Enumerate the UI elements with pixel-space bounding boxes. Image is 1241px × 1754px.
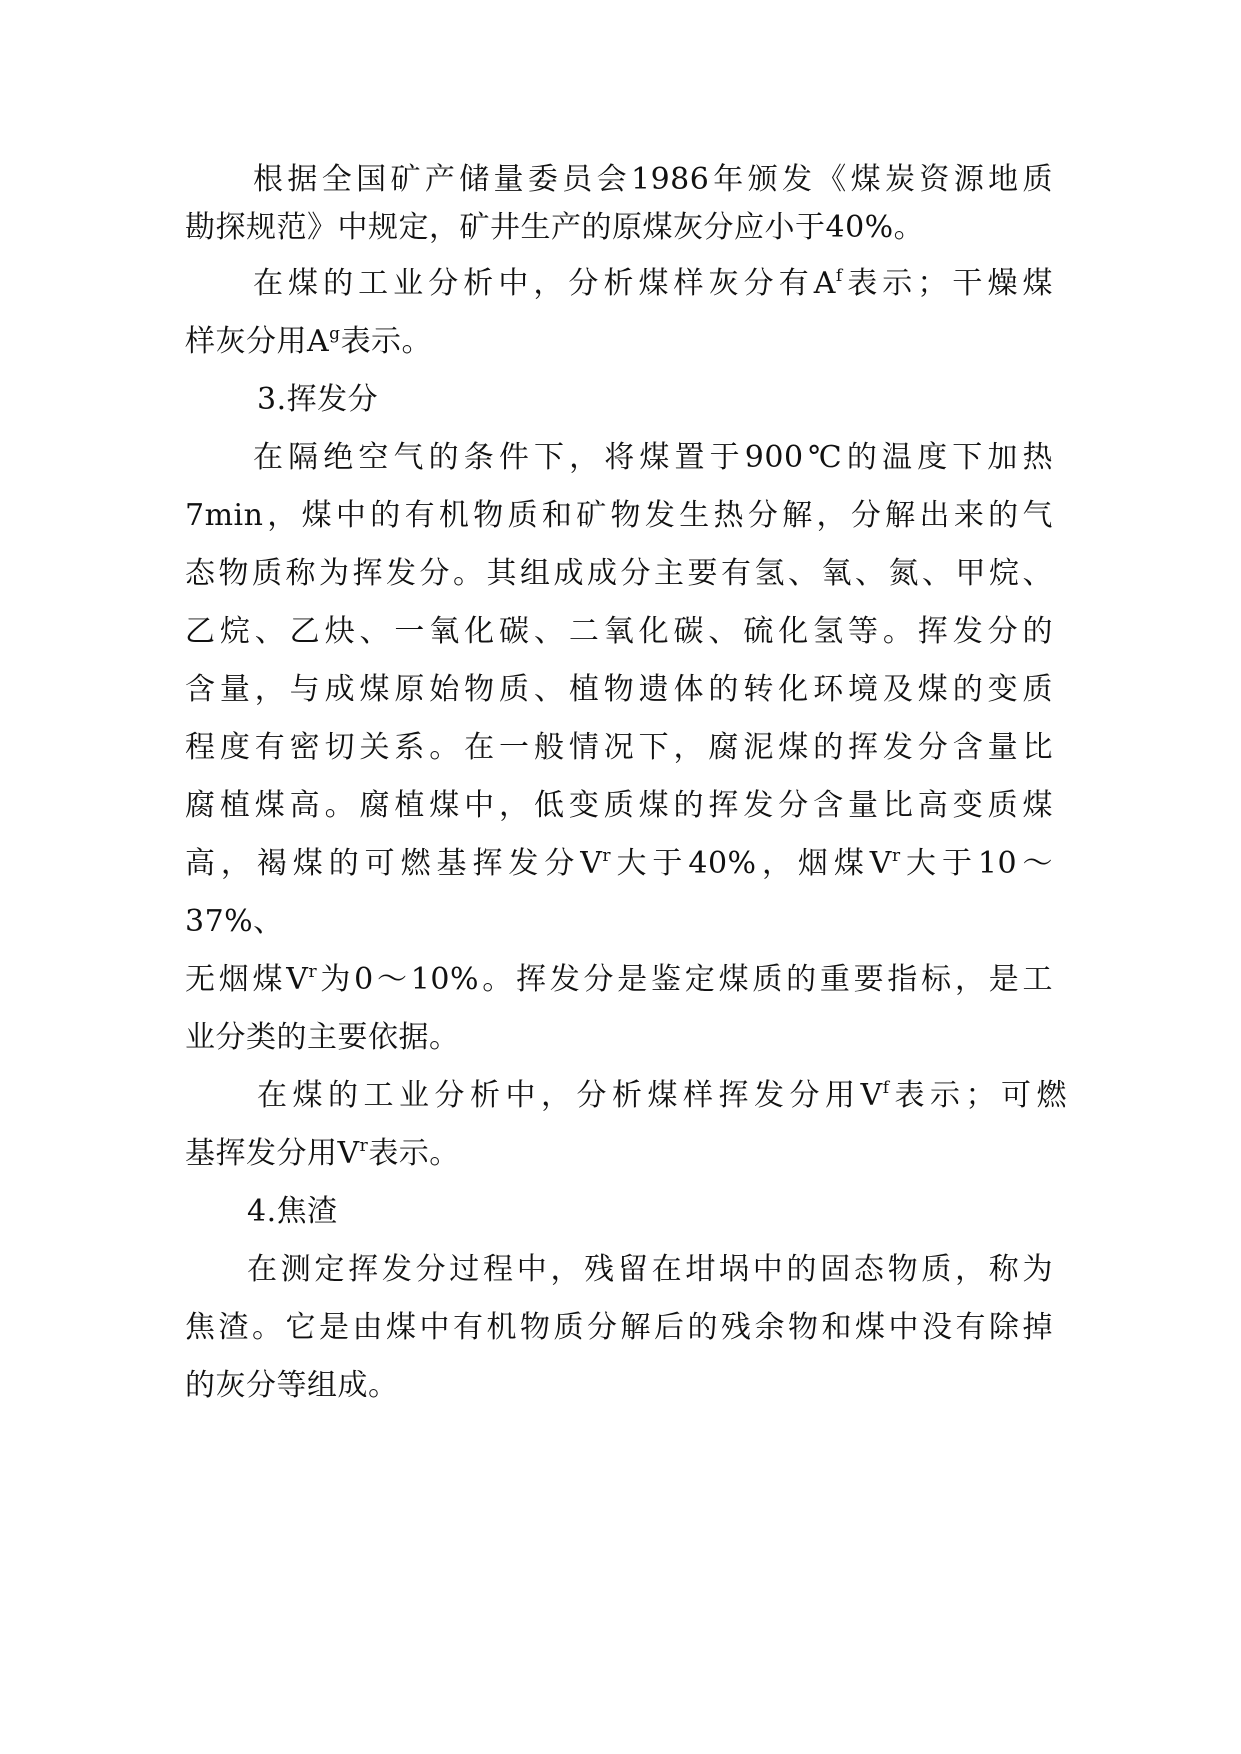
paragraph-3-line-7: 腐植煤高。腐植煤中，低变质煤的挥发分含量比高变质煤 [185,788,1053,823]
text-run: 大于40%，烟煤V [611,846,892,881]
section-heading-4: 4.焦渣 [247,1194,338,1229]
superscript: f [882,1078,890,1098]
text-run: 基挥发分用V [185,1136,360,1171]
text-run: 高，褐煤的可燃基挥发分V [185,846,603,881]
paragraph-4-line-1 [257,1076,1067,1116]
text-run: 在煤的工业分析中，分析煤样灰分有A [253,266,836,301]
text-run: 表示；干燥煤 [842,266,1053,301]
superscript: r [891,846,901,866]
paragraph-3-line-8 [185,844,1053,884]
paragraph-3-line-3: 态物质称为挥发分。其组成成分主要有氢、氧、氮、甲烷、 [185,556,1053,591]
paragraph-3-line-10 [185,960,1053,1000]
text-run: 表示；可燃 [889,1078,1068,1113]
text-run: 为0～10%。挥发分是鉴定煤质的重要指标，是工 [317,962,1053,997]
text-run: 表示。 [340,324,433,359]
section-heading-3: 3.挥发分 [257,382,379,417]
paragraph-5-line-2: 焦渣。它是由煤中有机物质分解后的残余物和煤中没有除掉 [185,1310,1053,1345]
superscript: r [359,1136,369,1156]
paragraph-2-line-1 [253,264,1053,304]
paragraph-3-line-5: 含量，与成煤原始物质、植物遗体的转化环境及煤的变质 [185,672,1053,707]
text-run: 样灰分用A [185,324,330,359]
paragraph-3-line-11: 业分类的主要依据。 [185,1020,460,1055]
paragraph-3-line-1: 在隔绝空气的条件下，将煤置于900℃的温度下加热 [253,440,1053,475]
paragraph-4-line-2 [185,1134,460,1174]
paragraph-3-line-2: 7min，煤中的有机物质和矿物发生热分解，分解出来的气 [185,498,1053,533]
text-run: 无烟煤V [185,962,309,997]
paragraph-5-line-3: 的灰分等组成。 [185,1368,399,1403]
superscript: r [308,962,318,982]
superscript: g [329,324,341,344]
paragraph-3-line-6: 程度有密切关系。在一般情况下，腐泥煤的挥发分含量比 [185,730,1053,765]
text-run: 表示。 [368,1136,460,1171]
superscript: r [602,846,612,866]
paragraph-1-line-1: 根据全国矿产储量委员会1986年颁发《煤炭资源地质 [253,162,1053,197]
text-run: 大于10～ [900,846,1053,881]
paragraph-3-line-9: 37%、 [185,904,284,939]
paragraph-1-line-2: 勘探规范》中规定，矿井生产的原煤灰分应小于40%。 [185,210,925,245]
superscript: f [835,266,843,286]
paragraph-2-line-2 [185,322,432,362]
paragraph-3-line-4: 乙烷、乙炔、一氧化碳、二氧化碳、硫化氢等。挥发分的 [185,614,1053,649]
text-run: 在煤的工业分析中，分析煤样挥发分用V [257,1078,883,1113]
paragraph-5-line-1: 在测定挥发分过程中，残留在坩埚中的固态物质，称为 [247,1252,1053,1287]
